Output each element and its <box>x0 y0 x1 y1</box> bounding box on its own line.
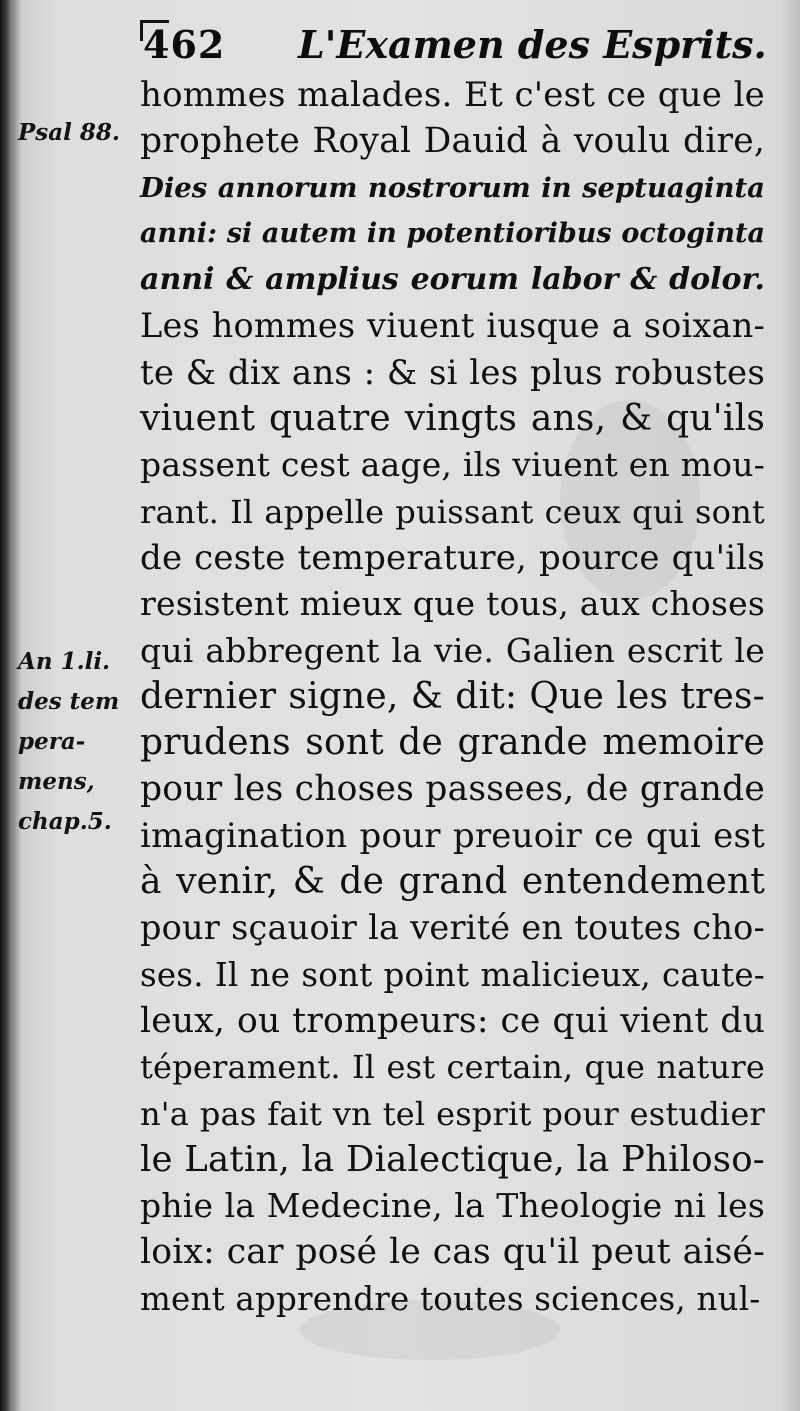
text-line: à venir, & de grand entendement <box>140 861 765 903</box>
text-line: viuent quatre vingts ans, & qu'ils <box>140 398 765 440</box>
text-line: ses. Il ne sont point malicieux, caute- <box>140 955 765 994</box>
margin-note-line: An 1.li. <box>18 648 111 675</box>
text-line: rant. Il appelle puissant ceux qui sont <box>140 492 765 531</box>
text-line: de ceste temperature, pource qu'ils <box>140 537 765 578</box>
text-line: pour les choses passees, de grande <box>140 769 765 810</box>
text-line: loix: car posé le cas qu'il peut aisé- <box>140 1232 765 1273</box>
margin-note-line: mens, <box>18 768 95 795</box>
text-line: Les hommes viuent iusque a soixan- <box>140 306 765 346</box>
text-line: dernier signe, & dit: Que les tres- <box>140 675 765 717</box>
text-line: qui abbregent la vie. Galien escrit le <box>140 630 765 670</box>
body-text <box>140 72 765 1322</box>
page-number: 462 <box>143 22 226 67</box>
book-spine-shadow <box>0 0 16 1411</box>
margin-note-line: des tem <box>18 688 120 715</box>
margin-note-galien <box>18 642 119 842</box>
text-line: te & dix ans : & si les plus robustes <box>140 352 765 393</box>
text-line: imagination pour preuoir ce qui est <box>140 815 765 856</box>
text-line: ment apprendre toutes sciences, nul- <box>140 1279 761 1318</box>
text-line: resistent mieux que tous, aux choses <box>140 584 765 624</box>
text-line: hommes malades. Et c'est ce que le <box>140 75 765 115</box>
text-line: n'a pas fait vn tel esprit pour estudier <box>140 1094 765 1133</box>
text-line: phie la Medecine, la Theologie ni les <box>140 1186 765 1226</box>
text-line: passent cest aage, ils viuent en mou- <box>140 445 765 485</box>
text-line: le Latin, la Dialectique, la Philoso- <box>140 1138 765 1180</box>
margin-note-psalm: Psal 88. <box>18 119 120 146</box>
text-line: leux, ou trompeurs: ce qui vient du <box>140 1000 765 1041</box>
margin-note-line: pera- <box>18 728 86 755</box>
running-title: L'Examen des Esprits. <box>298 22 767 67</box>
margin-note-line: chap.5. <box>18 808 112 835</box>
latin-quote-line: anni: si autem in potentioribus octoginta <box>140 217 765 249</box>
text-line: téperament. Il est certain, que nature <box>140 1048 765 1087</box>
page-header <box>143 22 767 72</box>
text-line: prophete Royal Dauid à voulu dire, <box>140 121 765 162</box>
text-line: pour sçauoir la verité en toutes cho- <box>140 908 765 948</box>
latin-quote-line: anni & amplius eorum labor & dolor. <box>140 262 765 298</box>
text-line: prudens sont de grande memoire <box>140 722 765 764</box>
latin-quote-line: Dies annorum nostrorum in septuaginta <box>140 171 765 204</box>
